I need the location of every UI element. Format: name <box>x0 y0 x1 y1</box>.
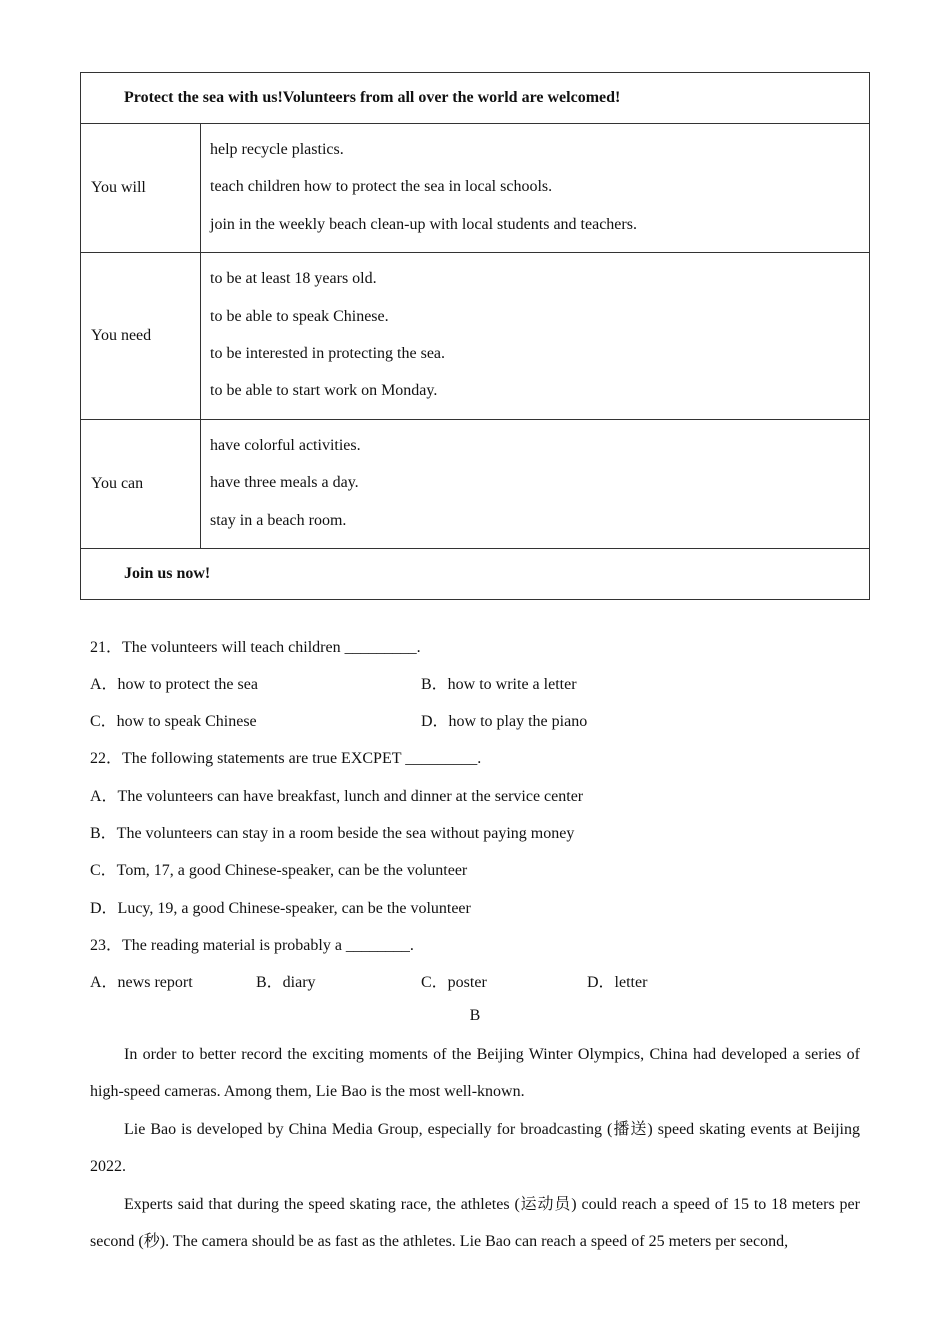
paragraph-text: Experts said that during the speed skating race, the athletes (运动员) could reach a speed of 15 to 18 meters per second (秒). The camera should be as fast as the athletes. Lie Bao can reach a speed of 25 meters per second, <box>90 1196 860 1251</box>
section-line: stay in a beach room. <box>210 511 347 529</box>
section-label-you-can: You can <box>81 419 201 548</box>
section-line: join in the weekly beach clean-up with local students and teachers. <box>210 215 637 233</box>
question-23-option-c: C．poster <box>421 974 487 991</box>
passage-paragraph <box>90 1036 860 1111</box>
section-line: have colorful activities. <box>210 436 361 454</box>
question-23-stem: 23．The reading material is probably a ________. <box>90 937 414 954</box>
question-22-option-b: B．The volunteers can stay in a room beside the sea without paying money <box>90 825 575 842</box>
section-lines-you-will <box>201 124 870 253</box>
section-lines-you-can <box>201 419 870 548</box>
section-line: teach children how to protect the sea in local schools. <box>210 178 553 196</box>
section-label-you-will: You will <box>81 124 201 253</box>
volunteer-notice-table <box>80 72 870 600</box>
question-23-option-d: D．letter <box>587 974 648 991</box>
section-line: to be able to speak Chinese. <box>210 307 389 325</box>
section-lines-you-need <box>201 253 870 420</box>
paragraph-text: Lie Bao is developed by China Media Group, especially for broadcasting (播送) speed skating events at Beijing 2022. <box>90 1121 860 1176</box>
notice-title: Protect the sea with us!Volunteers from all over the world are welcomed! <box>81 73 870 124</box>
question-21-option-c: C．how to speak Chinese <box>90 713 257 730</box>
question-21-option-d: D．how to play the piano <box>421 713 588 730</box>
passage-paragraph <box>90 1186 860 1261</box>
section-line: help recycle plastics. <box>210 141 344 158</box>
question-23-option-a: A．news report <box>90 974 193 991</box>
paragraph-text: In order to better record the exciting moments of the Beijing Winter Olympics, China had developed a series of high-speed cameras. Among them, Lie Bao is the most well-known. <box>90 1046 860 1101</box>
passage-heading: B <box>469 1007 481 1024</box>
notice-footer: Join us now! <box>81 548 870 599</box>
question-22-stem: 22．The following statements are true EXCPET _________. <box>90 750 482 767</box>
question-21-stem: 21．The volunteers will teach children _________. <box>90 639 421 656</box>
section-line: have three meals a day. <box>210 474 359 492</box>
section-label-you-need: You need <box>81 253 201 420</box>
question-22-option-c: C．Tom, 17, a good Chinese-speaker, can be the volunteer <box>90 862 468 879</box>
question-21-option-b: B．how to write a letter <box>421 676 577 693</box>
passage-paragraph <box>90 1111 860 1186</box>
question-23-option-b: B．diary <box>256 974 316 991</box>
question-22-option-d: D．Lucy, 19, a good Chinese-speaker, can be the volunteer <box>90 900 471 917</box>
section-line: to be at least 18 years old. <box>210 270 377 288</box>
question-21-option-a: A．how to protect the sea <box>90 676 258 693</box>
question-22-option-a: A．The volunteers can have breakfast, lunch and dinner at the service center <box>90 788 584 805</box>
section-line: to be able to start work on Monday. <box>210 382 438 400</box>
section-line: to be interested in protecting the sea. <box>210 344 446 362</box>
